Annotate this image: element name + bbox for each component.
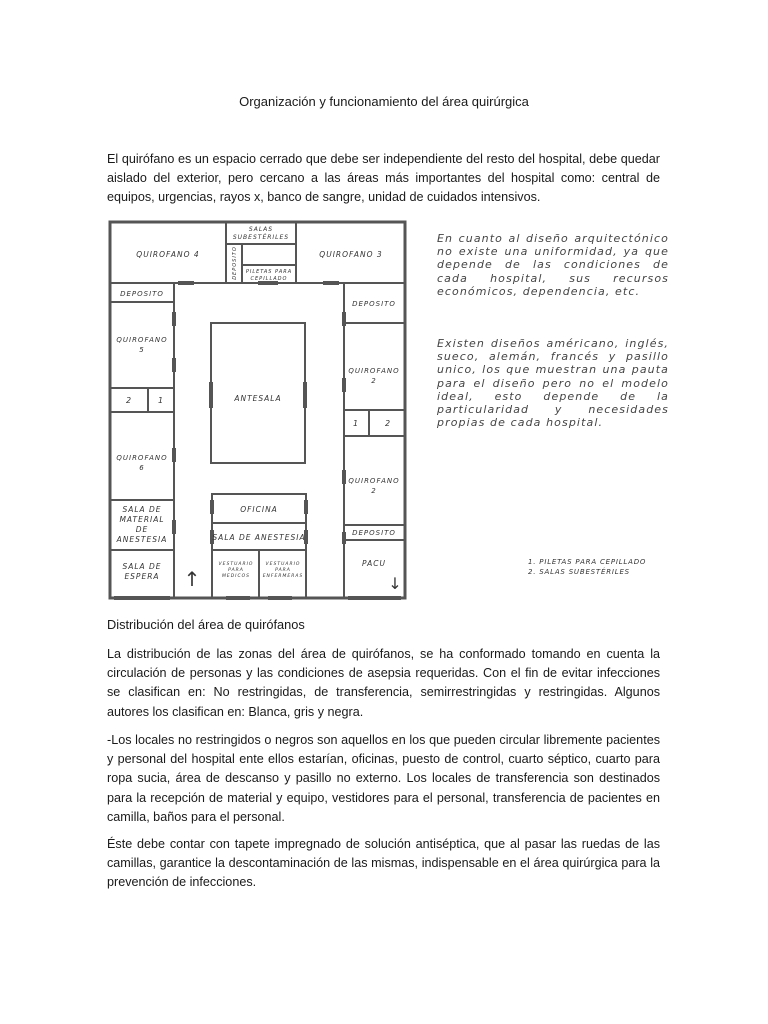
svg-text:SALA DE bbox=[122, 562, 161, 571]
label-piletas: PILETAS PARA bbox=[245, 269, 293, 275]
svg-text:5 bbox=[139, 346, 144, 354]
svg-text:2 bbox=[371, 487, 376, 495]
page-title: Organización y funcionamiento del área quirúrgica bbox=[239, 94, 529, 109]
label-vest-medicos-3: MEDICOS bbox=[221, 574, 251, 579]
svg-text:DE bbox=[136, 525, 149, 534]
intro-paragraph: El quirófano es un espacio cerrado que debe ser independiente del resto del hospital, debe quedar aislado del exterior, pero cercano a las áreas más importantes del hospital como: central de equipos, urgencias, rayos x, banco de sangre, unidad de cuidados intensivos. bbox=[107, 152, 660, 205]
svg-text:2 bbox=[385, 419, 391, 428]
svg-text:QUIROFANO bbox=[348, 367, 399, 375]
svg-text:SALAS bbox=[249, 226, 273, 233]
section-heading: Distribución del área de quirófanos bbox=[107, 617, 305, 632]
svg-text:1 bbox=[158, 396, 164, 405]
label-sala-anestesia: SALA DE ANESTESIA bbox=[212, 533, 306, 542]
label-pacu: PACU bbox=[361, 559, 387, 568]
legend-item-1: 1. PILETAS PARA CEPILLADO bbox=[528, 558, 647, 566]
side-text-2: Existen diseños américano, inglés, sueco, alemán, francés y pasillo unico, los que muestran una pauta para el diseño pero no el modelo ideal, esto depende de la particularidad y necesidades propias de cada hospital. bbox=[437, 337, 669, 430]
svg-text:SALA DE ANESTESIA bbox=[212, 533, 305, 542]
svg-text:QUIROFANO 3 bbox=[319, 250, 382, 259]
svg-text:6 bbox=[139, 464, 144, 472]
label-2-right: 2 bbox=[384, 419, 392, 428]
svg-text:MATERIAL bbox=[119, 515, 164, 524]
floor-plan-drawing bbox=[108, 220, 408, 602]
svg-text:ENFERMERAS bbox=[263, 573, 304, 579]
label-sala-espera-1: SALA DE bbox=[122, 562, 162, 571]
svg-text:PARA bbox=[228, 567, 244, 573]
label-quirofano-6-number: 6 bbox=[139, 464, 145, 472]
svg-text:MEDICOS bbox=[222, 573, 250, 579]
label-antesala: ANTESALA bbox=[234, 394, 282, 403]
svg-text:OFICINA bbox=[240, 505, 278, 514]
label-1-left: 1 bbox=[157, 396, 165, 405]
svg-text:ANTESALA bbox=[233, 394, 281, 403]
side-text-1: En cuanto al diseño arquitectónico no existe una uniformidad, ya que depende de las condiciones de cada hospital, sus recursos económicos, dependencia, etc. bbox=[437, 232, 669, 298]
svg-text:CEPILLADO bbox=[251, 276, 288, 282]
svg-text:DEPOSITO bbox=[352, 529, 396, 537]
svg-text:↑ bbox=[184, 567, 201, 591]
svg-text:QUIROFANO 4 bbox=[136, 250, 199, 259]
plan-legend bbox=[528, 557, 646, 577]
label-oficina: OFICINA bbox=[240, 505, 278, 514]
floor-plan bbox=[108, 220, 408, 602]
svg-text:SUBESTÉRILES bbox=[233, 233, 289, 241]
label-deposito-left: DEPOSITO bbox=[120, 290, 164, 298]
label-quirofano-2a-title: QUIROFANO bbox=[348, 367, 400, 375]
legend-item-2: 2. SALAS SUBESTÉRILES bbox=[528, 568, 630, 576]
label-1-right: 1 bbox=[352, 419, 360, 428]
svg-text:ESPERA bbox=[124, 572, 159, 581]
label-subesteriles: SUBESTÉRILES bbox=[232, 234, 290, 241]
label-deposito-bottom-right: DEPOSITO bbox=[352, 529, 396, 537]
svg-text:QUIROFANO bbox=[348, 477, 399, 485]
svg-text:PARA bbox=[275, 567, 291, 573]
label-salas: SALAS bbox=[248, 226, 274, 233]
label-sala-material-3: DE bbox=[135, 525, 149, 534]
label-quirofano-2b-number: 2 bbox=[371, 487, 377, 495]
svg-text:PILETAS PARA bbox=[246, 269, 292, 275]
svg-text:↓ bbox=[388, 574, 401, 593]
label-deposito-right: DEPOSITO bbox=[352, 300, 396, 308]
label-sala-material-2: MATERIAL bbox=[119, 515, 165, 524]
svg-text:2 bbox=[371, 377, 376, 385]
label-vest-medicos-1: VESTUARIO bbox=[218, 562, 254, 567]
label-quirofano-3: QUIROFANO 3 bbox=[319, 250, 383, 259]
label-sala-material-1: SALA DE bbox=[122, 505, 162, 514]
svg-text:DEPOSITO bbox=[352, 300, 396, 308]
label-quirofano-5-number: 5 bbox=[139, 346, 145, 354]
label-sala-espera-2: ESPERA bbox=[124, 572, 160, 581]
label-sala-material-4: ANESTESIA bbox=[116, 535, 168, 544]
label-vest-enfermeras-2: PARA bbox=[275, 568, 291, 573]
svg-text:2 bbox=[126, 396, 132, 405]
svg-text:1 bbox=[353, 419, 359, 428]
svg-text:VESTUARIO bbox=[266, 561, 301, 567]
svg-text:DEPOSITO bbox=[120, 290, 164, 298]
label-vest-medicos-2: PARA bbox=[228, 568, 244, 573]
label-vest-enfermeras-1: VESTUARIO bbox=[265, 562, 301, 567]
label-quirofano-4: QUIROFANO 4 bbox=[136, 250, 200, 259]
label-deposito-vertical: DEPOSITO bbox=[232, 246, 238, 280]
paragraph-2: -Los locales no restringidos o negros son aquellos en los que pueden circular libremente pacientes y personal del hospital ente ellos estarían, oficinas, puesto de control, cuarto séptico, cuarto para ropa sucia, área de descanso y pasillo no externo. Los locales de transferencia son destinados para la recepción de material y equipo, vestidores para el personal, transferencia de pacientes en camilla, baños para el personal. bbox=[107, 733, 660, 824]
svg-text:PACU bbox=[362, 559, 386, 568]
arrow-down-icon: ↓ bbox=[388, 574, 402, 593]
label-vest-enfermeras-3: ENFERMERAS bbox=[262, 574, 304, 579]
paragraph-1: La distribución de las zonas del área de quirófanos, se ha conformado tomando en cuenta la circulación de personas y las condiciones de asepsia requeridas. Con el fin de evitar infecciones se clasifican en: No restringidas, de transferencia, semirrestringidas y restringidas. Algunos autores los clasifican en: Blanca, gris y negra. bbox=[107, 647, 660, 719]
label-quirofano-6-title: QUIROFANO bbox=[116, 454, 168, 462]
label-cepillado: CEPILLADO bbox=[250, 276, 288, 282]
label-2-left: 2 bbox=[125, 396, 133, 405]
svg-text:SALA DE bbox=[122, 505, 161, 514]
label-quirofano-5-title: QUIROFANO bbox=[116, 336, 168, 344]
svg-text:ANESTESIA bbox=[116, 535, 168, 544]
label-quirofano-2b-title: QUIROFANO bbox=[348, 477, 400, 485]
label-quirofano-2a-number: 2 bbox=[371, 377, 377, 385]
svg-text:VESTUARIO bbox=[219, 561, 254, 567]
svg-text:QUIROFANO bbox=[116, 454, 167, 462]
paragraph-3: Éste debe contar con tapete impregnado de solución antiséptica, que al pasar las ruedas de las camillas, garantice la descontaminación de las mismas, indispensable en el área quirúrgica para la prevención de infecciones. bbox=[107, 837, 660, 890]
svg-text:QUIROFANO bbox=[116, 336, 167, 344]
svg-text:DEPOSITO bbox=[232, 246, 238, 280]
arrow-up-icon: ↑ bbox=[183, 567, 201, 591]
